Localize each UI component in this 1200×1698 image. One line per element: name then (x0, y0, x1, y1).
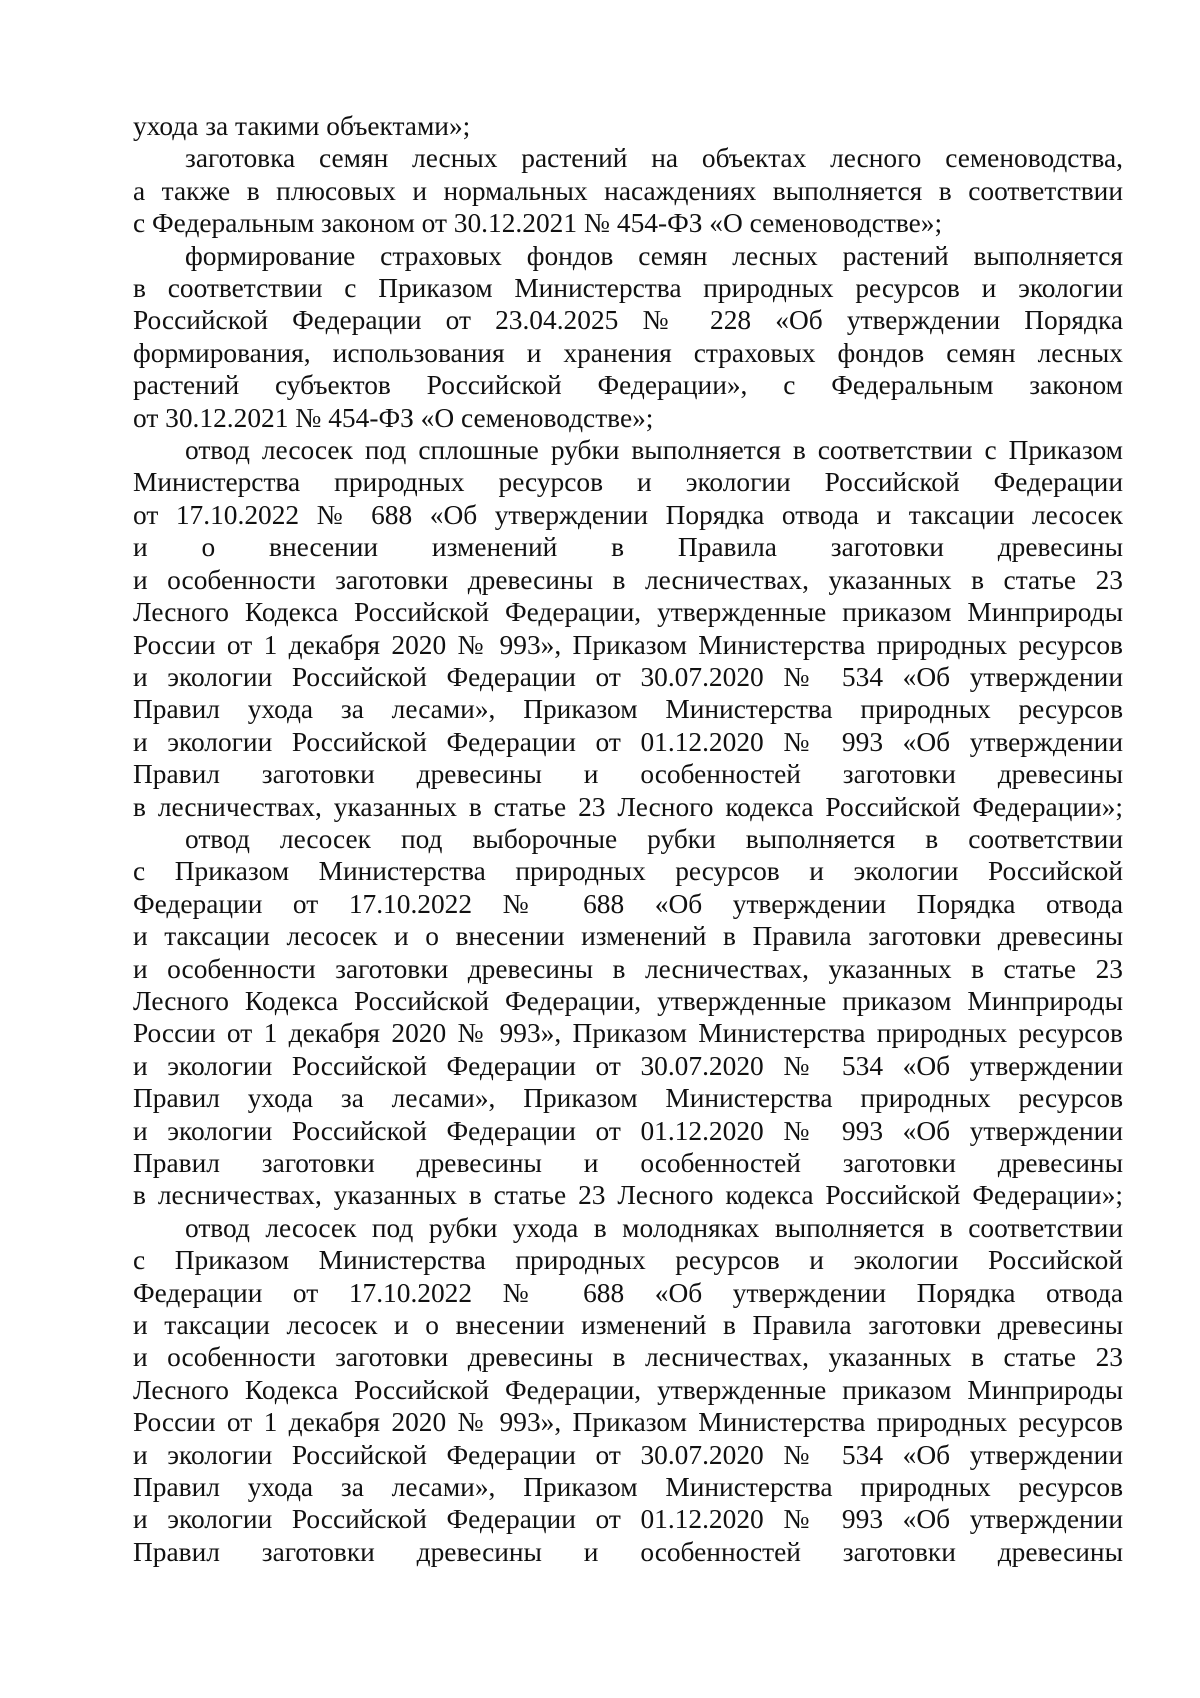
text-line: и особенности заготовки древесины в лесничествах, указанных в статье 23 (133, 564, 1123, 595)
text-line: в лесничествах, указанных в статье 23 Лесного кодекса Российской Федерации»; (133, 791, 1123, 822)
text-line: и экологии Российской Федерации от 01.12.2020 № 993 «Об утверждении (133, 1115, 1123, 1146)
text-line: России от 1 декабря 2020 № 993», Приказом Министерства природных ресурсов (133, 629, 1123, 660)
text-line: Правил ухода за лесами», Приказом Министерства природных ресурсов (133, 1083, 1123, 1114)
text-line: России от 1 декабря 2020 № 993», Приказом Министерства природных ресурсов (133, 1018, 1123, 1049)
text-line: а также в плюсовых и нормальных насаждениях выполняется в соответствии (133, 175, 1123, 206)
text-line: и экологии Российской Федерации от 01.12.2020 № 993 «Об утверждении (133, 1504, 1123, 1535)
text-line: и о внесении изменений в Правила заготовки древесины (133, 532, 1123, 563)
text-line: и таксации лесосек и о внесении изменений в Правила заготовки древесины (133, 1310, 1123, 1341)
text-line: отвод лесосек под выборочные рубки выполняется в соответствии (185, 823, 1123, 854)
text-line: и экологии Российской Федерации от 30.07.2020 № 534 «Об утверждении (133, 1050, 1123, 1081)
document-page (133, 110, 1123, 1568)
text-line: в лесничествах, указанных в статье 23 Лесного кодекса Российской Федерации»; (133, 1180, 1123, 1211)
text-line: заготовка семян лесных растений на объектах лесного семеноводства, (185, 143, 1123, 174)
paragraph-p5 (133, 1212, 1123, 1568)
text-line: Министерства природных ресурсов и экологии Российской Федерации (133, 467, 1123, 498)
text-line: и экологии Российской Федерации от 30.07.2020 № 534 «Об утверждении (133, 661, 1123, 692)
text-line: Федерации от 17.10.2022 № 688 «Об утверждении Порядка отвода (133, 1277, 1123, 1308)
paragraph-p4 (133, 823, 1123, 1212)
text-line: с Приказом Министерства природных ресурсов и экологии Российской (133, 1245, 1123, 1276)
text-line: и экологии Российской Федерации от 01.12.2020 № 993 «Об утверждении (133, 726, 1123, 757)
text-line: Правил ухода за лесами», Приказом Министерства природных ресурсов (133, 1472, 1123, 1503)
paragraph-p3 (133, 434, 1123, 823)
text-line: с Федеральным законом от 30.12.2021 № 454-ФЗ «О семеноводстве»; (133, 208, 943, 239)
document-body (133, 110, 1123, 1568)
text-line: и особенности заготовки древесины в лесничествах, указанных в статье 23 (133, 1342, 1123, 1373)
text-line: Правил ухода за лесами», Приказом Министерства природных ресурсов (133, 694, 1123, 725)
paragraph-p2 (133, 240, 1123, 434)
text-line: с Приказом Министерства природных ресурсов и экологии Российской (133, 856, 1123, 887)
text-line: от 17.10.2022 № 688 «Об утверждении Порядка отвода и таксации лесосек (133, 499, 1123, 530)
text-line: России от 1 декабря 2020 № 993», Приказом Министерства природных ресурсов (133, 1407, 1123, 1438)
text-line: ухода за такими объектами»; (133, 111, 471, 141)
text-line: Лесного Кодекса Российской Федерации, утвержденные приказом Минприроды (133, 1374, 1123, 1405)
text-line: Лесного Кодекса Российской Федерации, утвержденные приказом Минприроды (133, 597, 1123, 628)
text-line: формирования, использования и хранения страховых фондов семян лесных (133, 337, 1123, 368)
text-line: и экологии Российской Федерации от 30.07.2020 № 534 «Об утверждении (133, 1439, 1123, 1470)
text-line: от 30.12.2021 № 454-ФЗ «О семеноводстве»; (133, 402, 654, 433)
text-line: отвод лесосек под рубки ухода в молодняках выполняется в соответствии (185, 1212, 1123, 1243)
text-line: формирование страховых фондов семян лесных растений выполняется (185, 240, 1123, 271)
text-line: Правил заготовки древесины и особенностей заготовки древесины (133, 759, 1123, 790)
text-line: Федерации от 17.10.2022 № 688 «Об утверждении Порядка отвода (133, 888, 1123, 919)
paragraph-p1 (133, 142, 1123, 239)
paragraph-p0 (133, 110, 1123, 142)
text-line: растений субъектов Российской Федерации», с Федеральным законом (133, 370, 1123, 401)
text-line: Российской Федерации от 23.04.2025 № 228 «Об утверждении Порядка (133, 305, 1123, 336)
text-line: Правил заготовки древесины и особенностей заготовки древесины (133, 1148, 1123, 1178)
text-line: и особенности заготовки древесины в лесничествах, указанных в статье 23 (133, 953, 1123, 984)
text-line: и таксации лесосек и о внесении изменений в Правила заготовки древесины (133, 921, 1123, 952)
text-line: Правил заготовки древесины и особенностей заготовки древесины (133, 1536, 1123, 1567)
text-line: Лесного Кодекса Российской Федерации, утвержденные приказом Минприроды (133, 985, 1123, 1016)
text-line: отвод лесосек под сплошные рубки выполняется в соответствии с Приказом (185, 435, 1123, 466)
text-line: в соответствии с Приказом Министерства природных ресурсов и экологии (133, 273, 1123, 304)
